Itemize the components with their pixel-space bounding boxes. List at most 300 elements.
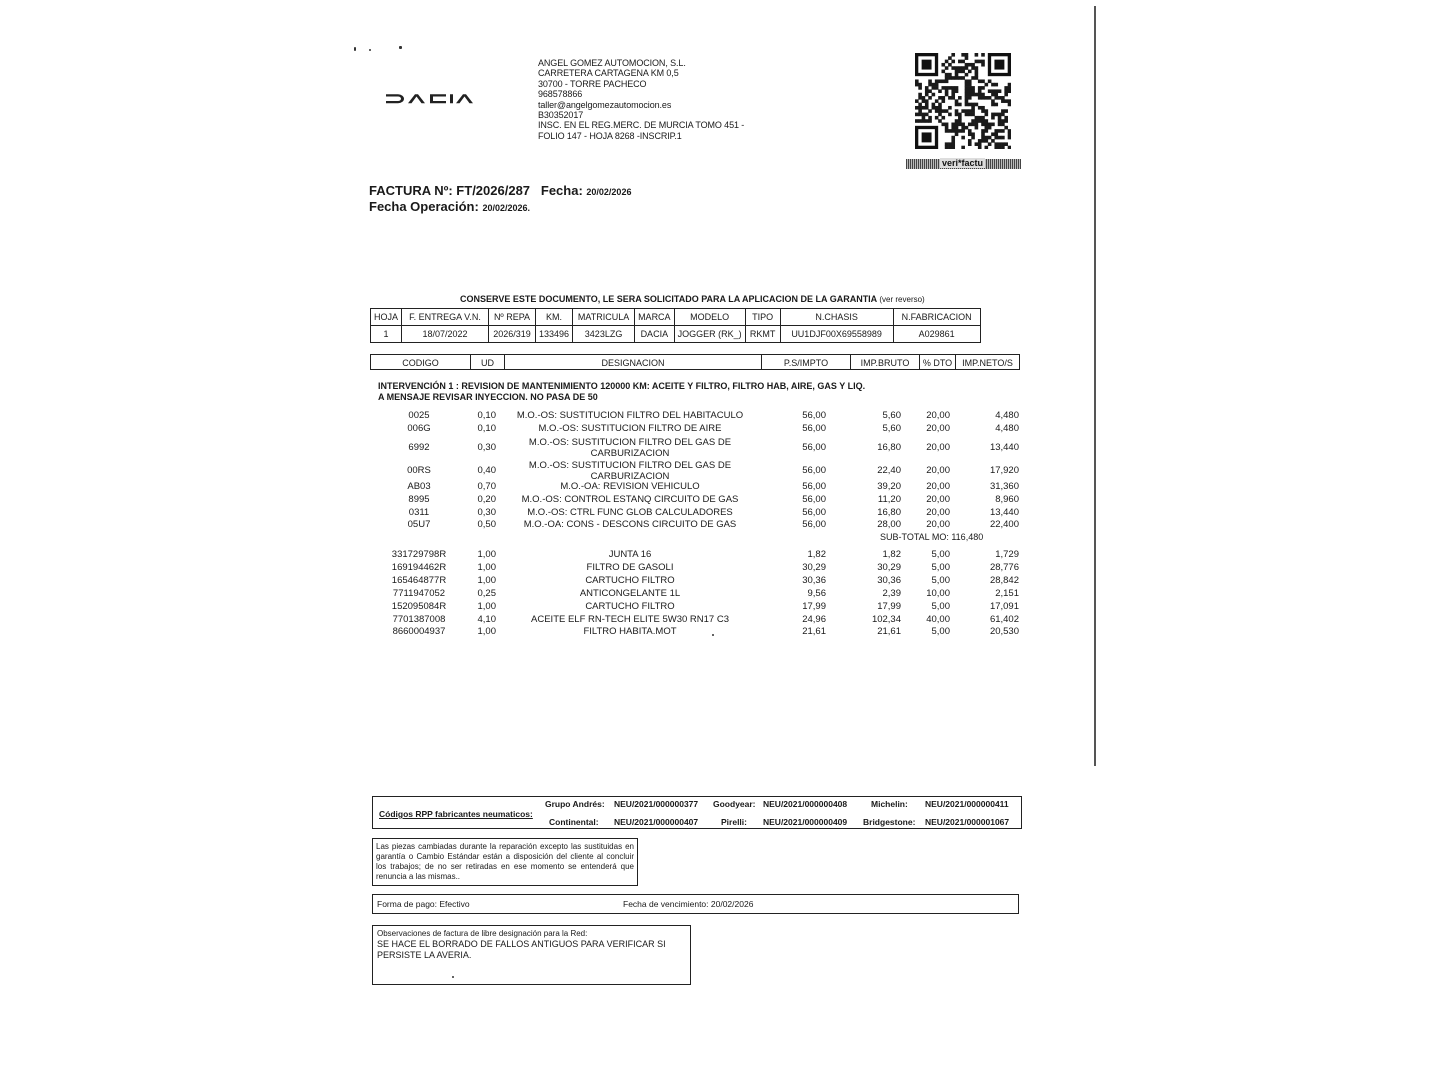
qr-module (951, 139, 955, 143)
line-net: 4,480 (995, 423, 1019, 434)
qr-module (955, 113, 959, 117)
line-discount: 5,00 (931, 575, 950, 586)
qr-module (961, 136, 965, 140)
observations-label: Observaciones de factura de libre designación para la Red: (377, 929, 588, 938)
line-unit-price: 56,00 (802, 507, 826, 518)
qr-module (985, 113, 989, 117)
line-gross: 17,99 (877, 601, 901, 612)
qr-module (968, 93, 972, 97)
tyre-maker-name: Goodyear: (713, 799, 756, 809)
qr-module (938, 109, 942, 113)
qr-module (981, 93, 985, 97)
qr-module (971, 136, 975, 140)
qr-module (928, 79, 932, 83)
qr-module (945, 146, 949, 149)
qr-module (915, 99, 919, 103)
line-gross: 16,80 (877, 507, 901, 518)
line-net: 8,960 (995, 494, 1019, 505)
qr-module (951, 123, 955, 127)
line-code: 169194462R (391, 562, 447, 573)
company-phone: 968578866 (538, 89, 583, 100)
qr-module (981, 139, 985, 143)
qr-module (968, 129, 972, 133)
observations-line-1: SE HACE EL BORRADO DE FALLOS ANTIGUOS PARA VERIFICAR SI (377, 939, 666, 949)
vehicle-header-cell: MODELO (674, 309, 745, 326)
vehicle-value-cell: UU1DJF00X69558989 (780, 326, 893, 343)
qr-module (915, 113, 919, 117)
qr-module (1004, 93, 1008, 97)
invoice-number-line (369, 183, 631, 198)
qr-module (922, 96, 926, 100)
replaced-parts-notice: Las piezas cambiadas durante la reparación excepto las sustituidas en garantía o Cambio Estándar están a disposición del cliente al concluir los trabajos; de no ser retiradas en ese momento se entenderá que renuncia a las mismas.. (372, 838, 638, 886)
qr-module (1008, 132, 1011, 136)
scan-speck (452, 976, 454, 978)
qr-module (971, 132, 975, 136)
scan-speck (369, 49, 371, 51)
vehicle-value-cell: A029861 (893, 326, 980, 343)
line-description: JUNTA 16 (608, 549, 652, 560)
qr-module (981, 123, 985, 127)
line-gross: 30,36 (877, 575, 901, 586)
qr-module (945, 126, 949, 130)
qr-module (978, 89, 982, 93)
company-info (538, 58, 798, 141)
qr-module (968, 86, 972, 90)
qr-module (975, 142, 979, 146)
line-unit-price: 30,36 (802, 575, 826, 586)
header-designacion: DESIGNACION (504, 354, 762, 370)
line-ud: 0,30 (477, 442, 496, 453)
qr-module (965, 86, 969, 90)
line-gross: 30,29 (877, 562, 901, 573)
operation-date-label: Fecha Operación: (369, 199, 479, 214)
qr-module (918, 106, 922, 110)
qr-module (961, 109, 965, 113)
qr-module (955, 109, 959, 113)
qr-module (978, 146, 982, 149)
qr-module (948, 76, 952, 80)
qr-module (994, 89, 998, 93)
qr-module (925, 106, 929, 110)
line-code: 0311 (408, 507, 430, 518)
line-unit-price: 56,00 (802, 423, 826, 434)
qr-module (951, 136, 955, 140)
qr-module (922, 119, 926, 123)
qr-module (985, 136, 989, 140)
qr-module (1001, 129, 1005, 133)
guarantee-notice (460, 294, 925, 304)
line-ud: 0,20 (477, 494, 496, 505)
qr-module (955, 119, 959, 123)
qr-module (955, 123, 959, 127)
qr-module (928, 119, 932, 123)
tyre-maker-code: NEU/2021/000000377 (614, 799, 699, 809)
qr-module (994, 93, 998, 97)
qr-module (951, 89, 955, 93)
line-discount: 5,00 (931, 601, 950, 612)
qr-module (998, 146, 1002, 149)
qr-module (981, 96, 985, 100)
qr-module (958, 96, 962, 100)
qr-module (975, 73, 979, 77)
scan-edge-line (1094, 6, 1096, 766)
intervention-line-1: INTERVENCIÓN 1 : REVISION DE MANTENIMIENTO 120000 KM: ACEITE Y FILTRO, FILTRO HAB, AIRE, GAS Y LIQ. (378, 381, 866, 391)
verifactu-qr-code (915, 53, 1011, 149)
qr-module (915, 106, 919, 110)
line-code: 8995 (408, 494, 430, 505)
line-code: 05U7 (407, 519, 431, 530)
qr-module (1004, 126, 1008, 130)
subtotal-labour: SUB-TOTAL MO: 116,480 (880, 532, 984, 542)
qr-finder-inner (922, 132, 932, 142)
qr-module (948, 142, 952, 146)
qr-module (938, 103, 942, 107)
qr-module (918, 86, 922, 90)
invoice-number: FACTURA Nº: FT/2026/287 (369, 183, 531, 198)
qr-module (965, 66, 969, 70)
tyre-maker-name: Michelin: (871, 799, 908, 809)
line-ud: 0,70 (477, 481, 496, 492)
qr-module (968, 79, 972, 83)
qr-module (1008, 146, 1011, 149)
qr-module (945, 129, 949, 133)
qr-module (938, 96, 942, 100)
header-ud: UD (470, 354, 505, 370)
line-unit-price: 1,82 (807, 549, 826, 560)
vehicle-value-cell: 18/07/2022 (402, 326, 489, 343)
qr-module (948, 96, 952, 100)
qr-module (975, 123, 979, 127)
qr-module (981, 136, 985, 140)
invoice-date: 20/02/2026 (586, 187, 632, 197)
payment-method: Forma de pago: Efectivo (377, 899, 470, 909)
line-net: 17,091 (989, 601, 1019, 612)
line-unit-price: 56,00 (802, 442, 826, 453)
qr-module (968, 139, 972, 143)
line-code: 8660004937 (392, 626, 446, 637)
qr-module (945, 142, 949, 146)
qr-module (991, 83, 995, 87)
qr-module (1008, 99, 1011, 103)
qr-module (1004, 119, 1008, 123)
qr-module (915, 79, 919, 83)
operation-date: 20/02/2026. (482, 203, 530, 213)
qr-module (994, 103, 998, 107)
qr-module (925, 103, 929, 107)
qr-module (965, 113, 969, 117)
qr-module (1004, 109, 1008, 113)
qr-module (961, 129, 965, 133)
qr-module (988, 136, 992, 140)
qr-module (965, 99, 969, 103)
qr-module (925, 113, 929, 117)
qr-module (941, 109, 945, 113)
company-registry-2: FOLIO 147 - HOJA 8268 -INSCRIP.1 (538, 130, 682, 141)
qr-module (991, 103, 995, 107)
qr-module (975, 53, 979, 57)
qr-module (968, 132, 972, 136)
invoice-date-label: Fecha: (540, 183, 583, 198)
qr-module (1008, 136, 1011, 140)
line-description: M.O.-OA: REVISION VEHICULO (560, 481, 700, 492)
line-discount: 20,00 (926, 481, 950, 492)
line-description: M.O.-OS: SUSTITUCION FILTRO DE AIRE (538, 423, 722, 434)
qr-module (981, 132, 985, 136)
qr-module (922, 113, 926, 117)
qr-module (928, 89, 932, 93)
qr-module (968, 96, 972, 100)
line-description: M.O.-OS: SUSTITUCION FILTRO DEL GAS DE (528, 437, 732, 448)
qr-module (981, 60, 985, 64)
line-gross: 39,20 (877, 481, 901, 492)
qr-module (941, 116, 945, 120)
qr-module (955, 73, 959, 77)
qr-module (981, 119, 985, 123)
qr-module (958, 116, 962, 120)
qr-module (981, 106, 985, 110)
qr-module (928, 96, 932, 100)
qr-module (955, 132, 959, 136)
qr-module (981, 53, 985, 57)
dacia-logo (384, 92, 484, 109)
qr-module (985, 109, 989, 113)
qr-module (994, 132, 998, 136)
qr-module (945, 86, 949, 90)
line-description: M.O.-OS: CONTROL ESTANQ CIRCUITO DE GAS (521, 494, 739, 505)
qr-module (991, 123, 995, 127)
line-discount: 20,00 (926, 465, 950, 476)
qr-module (951, 93, 955, 97)
qr-module (998, 142, 1002, 146)
qr-module (1004, 142, 1008, 146)
qr-module (935, 116, 939, 120)
qr-module (948, 113, 952, 117)
line-gross: 102,34 (871, 614, 901, 625)
qr-module (948, 86, 952, 90)
qr-module (994, 113, 998, 117)
qr-module (1001, 136, 1005, 140)
line-unit-price: 9,56 (807, 588, 826, 599)
qr-module (948, 73, 952, 77)
vehicle-value-cell: RKMT (745, 326, 780, 343)
qr-module (938, 106, 942, 110)
qr-module (955, 70, 959, 74)
qr-module (922, 116, 926, 120)
vehicle-value-cell: DACIA (635, 326, 675, 343)
qr-module (1008, 103, 1011, 107)
qr-module (948, 56, 952, 60)
tyre-maker-name: Continental: (549, 817, 599, 827)
qr-module (955, 89, 959, 93)
qr-module (978, 96, 982, 100)
qr-module (925, 99, 929, 103)
qr-module (998, 113, 1002, 117)
qr-module (965, 53, 969, 57)
qr-module (928, 116, 932, 120)
line-discount: 20,00 (926, 423, 950, 434)
qr-module (985, 129, 989, 133)
qr-module (961, 70, 965, 74)
guarantee-notice-aside: (ver reverso) (879, 295, 925, 304)
qr-module (955, 103, 959, 107)
qr-module (961, 66, 965, 70)
tyre-maker-code: NEU/2021/000001067 (925, 817, 1010, 827)
tyre-codes-label: Códigos RPP fabricantes neumaticos: (379, 809, 533, 819)
qr-module (978, 79, 982, 83)
qr-module (948, 129, 952, 133)
qr-module (978, 142, 982, 146)
line-unit-price: 56,00 (802, 519, 826, 530)
qr-module (998, 116, 1002, 120)
qr-module (958, 60, 962, 64)
header-imp-bruto: IMP.BRUTO (850, 354, 920, 370)
qr-module (975, 70, 979, 74)
line-gross: 16,80 (877, 442, 901, 453)
line-unit-price: 17,99 (802, 601, 826, 612)
qr-module (991, 89, 995, 93)
qr-module (965, 79, 969, 83)
qr-module (978, 86, 982, 90)
line-ud: 0,30 (477, 507, 496, 518)
qr-module (958, 70, 962, 74)
header-imp-neto: IMP.NETO/S (955, 354, 1020, 370)
qr-module (998, 123, 1002, 127)
vehicle-value-cell: 1 (371, 326, 402, 343)
line-ud: 1,00 (477, 562, 496, 573)
line-code: 165464877R (391, 575, 447, 586)
line-discount: 20,00 (926, 442, 950, 453)
verifactu-caption: veri*factu (942, 158, 984, 168)
line-code: 0025 (408, 410, 430, 421)
qr-module (918, 119, 922, 123)
qr-module (961, 146, 965, 149)
line-unit-price: 56,00 (802, 410, 826, 421)
qr-module (955, 86, 959, 90)
qr-module (918, 109, 922, 113)
qr-module (975, 103, 979, 107)
line-ud: 1,00 (477, 549, 496, 560)
scan-speck (399, 46, 402, 49)
qr-module (971, 89, 975, 93)
qr-module (988, 123, 992, 127)
line-description: ANTICONGELANTE 1L (579, 588, 681, 599)
vehicle-table-values (371, 326, 981, 343)
qr-module (945, 89, 949, 93)
lines-header (370, 354, 1020, 371)
qr-module (925, 93, 929, 97)
qr-module (991, 139, 995, 143)
qr-module (955, 66, 959, 70)
qr-module (915, 83, 919, 87)
line-net: 20,530 (989, 626, 1019, 637)
qr-module (991, 116, 995, 120)
vehicle-header-cell: HOJA (371, 309, 402, 326)
qr-module (951, 142, 955, 146)
operation-date-line (369, 199, 530, 214)
vehicle-header-cell: N.CHASIS (780, 309, 893, 326)
line-gross: 28,00 (877, 519, 901, 530)
qr-module (971, 66, 975, 70)
vehicle-value-cell: 133496 (536, 326, 573, 343)
qr-module (941, 96, 945, 100)
qr-module (1008, 86, 1011, 90)
qr-module (975, 66, 979, 70)
qr-module (958, 76, 962, 80)
qr-module (1001, 99, 1005, 103)
qr-module (975, 119, 979, 123)
qr-module (965, 93, 969, 97)
line-ud: 1,00 (477, 575, 496, 586)
qr-module (971, 63, 975, 67)
qr-module (932, 106, 936, 110)
qr-module (985, 96, 989, 100)
qr-module (955, 129, 959, 133)
qr-module (975, 76, 979, 80)
company-registry-1: INSC. EN EL REG.MERC. DE MURCIA TOMO 451 - (538, 120, 745, 131)
qr-module (935, 79, 939, 83)
line-discount: 5,00 (931, 626, 950, 637)
guarantee-notice-main: CONSERVE ESTE DOCUMENTO, LE SERA SOLICITADO PARA LA APLICACION DE LA GARANTIA (460, 294, 877, 304)
qr-module (965, 63, 969, 67)
qr-module (951, 86, 955, 90)
qr-module (935, 99, 939, 103)
qr-module (945, 76, 949, 80)
qr-module (951, 96, 955, 100)
line-net: 4,480 (995, 410, 1019, 421)
company-city: 30700 - TORRE PACHECO (538, 78, 647, 89)
line-net: 28,776 (989, 562, 1019, 573)
qr-module (941, 99, 945, 103)
qr-module (945, 66, 949, 70)
qr-module (994, 142, 998, 146)
scan-speck (354, 47, 356, 51)
line-discount: 20,00 (926, 507, 950, 518)
qr-module (932, 83, 936, 87)
qr-module (985, 83, 989, 87)
qr-module (1001, 119, 1005, 123)
observations-line-2: PERSISTE LA AVERIA. (377, 949, 472, 960)
qr-module (961, 126, 965, 130)
line-net: 22,400 (989, 519, 1019, 530)
qr-module (981, 63, 985, 67)
qr-module (998, 89, 1002, 93)
qr-module (968, 113, 972, 117)
qr-module (925, 119, 929, 123)
line-ud: 0,25 (477, 588, 496, 599)
qr-module (968, 123, 972, 127)
vehicle-value-cell: JOGGER (RK_) (674, 326, 745, 343)
qr-module (958, 119, 962, 123)
qr-module (1001, 96, 1005, 100)
line-unit-price: 24,96 (802, 614, 826, 625)
qr-module (988, 96, 992, 100)
qr-module (938, 113, 942, 117)
line-description: CARTUCHO FILTRO (585, 601, 675, 612)
qr-module (918, 103, 922, 107)
qr-module (968, 103, 972, 107)
qr-module (998, 136, 1002, 140)
vehicle-header-cell: MARCA (635, 309, 675, 326)
qr-module (978, 106, 982, 110)
qr-module (981, 86, 985, 90)
qr-module (994, 96, 998, 100)
company-name: ANGEL GOMEZ AUTOMOCION, S.L. (538, 58, 686, 68)
header-codigo: CODIGO (370, 354, 471, 370)
qr-module (1001, 142, 1005, 146)
line-unit-price: 56,00 (802, 494, 826, 505)
qr-module (971, 119, 975, 123)
qr-module (1001, 113, 1005, 117)
